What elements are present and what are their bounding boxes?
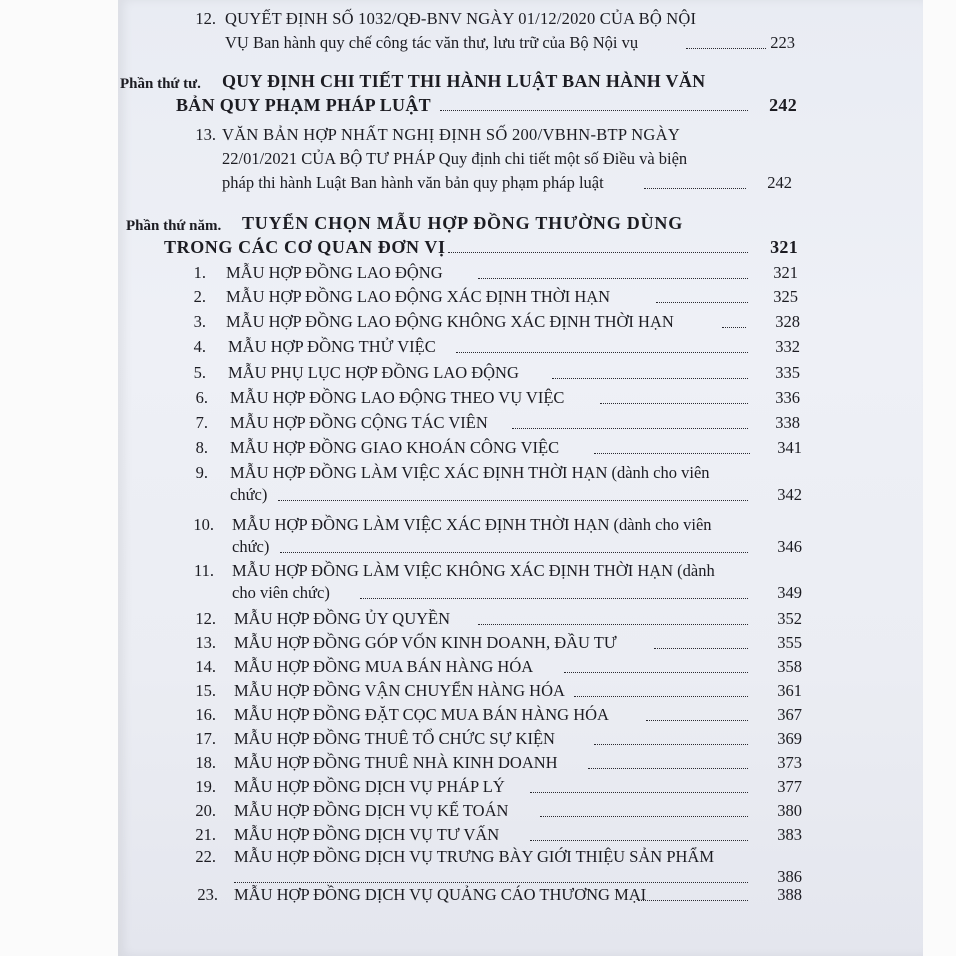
page-number: 383	[777, 825, 802, 844]
item-number: 18.	[195, 753, 216, 772]
dot-leader	[448, 252, 748, 253]
dot-leader	[594, 453, 750, 454]
part-title-line2: BẢN QUY PHẠM PHÁP LUẬT	[176, 95, 431, 115]
page-number: 223	[770, 33, 795, 52]
item-title-line2: chức)	[232, 537, 270, 556]
dot-leader	[530, 840, 748, 841]
page-number: 325	[773, 287, 798, 306]
item-number: 13.	[195, 633, 216, 652]
item-number: 4.	[193, 337, 206, 356]
dot-leader	[644, 188, 746, 189]
item-title: MẪU HỢP ĐỒNG LAO ĐỘNG KHÔNG XÁC ĐỊNH THỜI HẠN	[226, 312, 674, 331]
dot-leader	[588, 768, 748, 769]
item-title: MẪU HỢP ĐỒNG MUA BÁN HÀNG HÓA	[234, 657, 534, 676]
item-number: 22.	[195, 847, 216, 866]
item-title: MẪU HỢP ĐỒNG ỦY QUYỀN	[234, 609, 451, 628]
item-number: 10.	[193, 515, 214, 534]
dot-leader	[440, 110, 748, 111]
page-number: 369	[777, 729, 802, 748]
dot-leader	[564, 672, 748, 673]
page-number: 386	[777, 867, 802, 886]
dot-leader	[638, 900, 748, 901]
item-number: 6.	[195, 388, 208, 407]
page-number: 338	[775, 413, 800, 432]
item-title: MẪU HỢP ĐỒNG DỊCH VỤ TRƯNG BÀY GIỚI THIỆU SẢN PHẨM	[234, 847, 715, 866]
entry-number: 13.	[195, 125, 216, 144]
page-number: 346	[777, 537, 802, 556]
dot-leader	[278, 500, 748, 501]
page-number: 358	[777, 657, 802, 676]
item-number: 23.	[197, 885, 218, 904]
dot-leader	[512, 428, 748, 429]
item-title: MẪU HỢP ĐỒNG DỊCH VỤ TƯ VẤN	[234, 825, 500, 844]
entry-number: 12.	[195, 9, 216, 28]
dot-leader	[552, 378, 748, 379]
background-right	[923, 0, 956, 956]
page-number: 321	[770, 237, 798, 257]
toc-page	[118, 0, 923, 956]
item-title: MẪU HỢP ĐỒNG DỊCH VỤ QUẢNG CÁO THƯƠNG MẠI	[234, 885, 647, 904]
item-title: MẪU HỢP ĐỒNG THỬ VIỆC	[228, 337, 436, 356]
dot-leader	[456, 352, 748, 353]
item-number: 7.	[195, 413, 208, 432]
page-number: 377	[777, 777, 802, 796]
item-title: MẪU HỢP ĐỒNG LAO ĐỘNG XÁC ĐỊNH THỜI HẠN	[226, 287, 611, 306]
dot-leader	[540, 816, 748, 817]
entry-title-line1: QUYẾT ĐỊNH SỐ 1032/QĐ-BNV NGÀY 01/12/2020 CỦA BỘ NỘI	[225, 9, 697, 28]
page-number: 328	[775, 312, 800, 331]
item-title: MẪU HỢP ĐỒNG LÀM VIỆC XÁC ĐỊNH THỜI HẠN (dành cho viên	[230, 463, 710, 482]
page-number: 361	[777, 681, 802, 700]
item-number: 21.	[195, 825, 216, 844]
item-title-line2: cho viên chức)	[232, 583, 330, 602]
item-number: 15.	[195, 681, 216, 700]
item-title: MẪU HỢP ĐỒNG GÓP VỐN KINH DOANH, ĐẦU TƯ	[234, 633, 617, 652]
entry-title-line2: VỤ Ban hành quy chế công tác văn thư, lưu trữ của Bộ Nội vụ	[225, 33, 639, 52]
item-number: 9.	[195, 463, 208, 482]
dot-leader	[646, 720, 748, 721]
item-title: MẪU HỢP ĐỒNG LÀM VIỆC KHÔNG XÁC ĐỊNH THỜI HẠN (dành	[232, 561, 715, 580]
page-number: 380	[777, 801, 802, 820]
item-title: MẪU HỢP ĐỒNG THUÊ TỔ CHỨC SỰ KIỆN	[234, 729, 555, 748]
item-number: 12.	[195, 609, 216, 628]
item-number: 3.	[193, 312, 206, 331]
dot-leader	[530, 792, 748, 793]
item-number: 5.	[193, 363, 206, 382]
item-number: 16.	[195, 705, 216, 724]
dot-leader	[574, 696, 748, 697]
dot-leader	[594, 744, 748, 745]
item-number: 17.	[195, 729, 216, 748]
item-title: MẪU HỢP ĐỒNG DỊCH VỤ KẾ TOÁN	[234, 801, 509, 820]
item-title: MẪU PHỤ LỤC HỢP ĐỒNG LAO ĐỘNG	[228, 363, 519, 382]
item-number: 2.	[193, 287, 206, 306]
page-number: 367	[777, 705, 802, 724]
page-number: 332	[775, 337, 800, 356]
dot-leader	[478, 624, 748, 625]
page-number: 242	[767, 173, 792, 192]
dot-leader	[360, 598, 748, 599]
part-title-line2: TRONG CÁC CƠ QUAN ĐƠN VỊ	[164, 237, 446, 257]
dot-leader	[654, 648, 748, 649]
part-label: Phần thứ năm.	[126, 218, 222, 234]
part-label: Phần thứ tư.	[120, 76, 201, 92]
item-number: 20.	[195, 801, 216, 820]
page-number: 342	[777, 485, 802, 504]
page-number: 336	[775, 388, 800, 407]
background-left	[0, 0, 118, 956]
item-title: MẪU HỢP ĐỒNG LAO ĐỘNG THEO VỤ VIỆC	[230, 388, 565, 407]
page-number: 321	[773, 263, 798, 282]
item-number: 8.	[195, 438, 208, 457]
item-title: MẪU HỢP ĐỒNG LÀM VIỆC XÁC ĐỊNH THỜI HẠN (dành cho viên	[232, 515, 712, 534]
dot-leader	[656, 302, 748, 303]
item-title: MẪU HỢP ĐỒNG LAO ĐỘNG	[226, 263, 443, 282]
entry-title-line3: pháp thi hành Luật Ban hành văn bản quy phạm pháp luật	[222, 173, 604, 192]
page-number: 352	[777, 609, 802, 628]
item-number: 11.	[193, 561, 214, 580]
entry-title-line2: 22/01/2021 CỦA BỘ TƯ PHÁP Quy định chi tiết một số Điều và biện	[222, 149, 688, 168]
page-number: 349	[777, 583, 802, 602]
item-number: 14.	[195, 657, 216, 676]
item-title: MẪU HỢP ĐỒNG THUÊ NHÀ KINH DOANH	[234, 753, 558, 772]
item-title: MẪU HỢP ĐỒNG ĐẶT CỌC MUA BÁN HÀNG HÓA	[234, 705, 609, 724]
item-title: MẪU HỢP ĐỒNG DỊCH VỤ PHÁP LÝ	[234, 777, 505, 796]
item-title: MẪU HỢP ĐỒNG GIAO KHOÁN CÔNG VIỆC	[230, 438, 560, 457]
item-title-line2: chức)	[230, 485, 268, 504]
item-title: MẪU HỢP ĐỒNG CỘNG TÁC VIÊN	[230, 413, 488, 432]
part-title-line1: QUY ĐỊNH CHI TIẾT THI HÀNH LUẬT BAN HÀNH VĂN	[222, 71, 706, 91]
dot-leader	[478, 278, 748, 279]
page-number: 335	[775, 363, 800, 382]
item-number: 19.	[195, 777, 216, 796]
dot-leader	[280, 552, 748, 553]
page-number: 341	[777, 438, 802, 457]
entry-title-line1: VĂN BẢN HỢP NHẤT NGHỊ ĐỊNH SỐ 200/VBHN-BTP NGÀY	[222, 125, 681, 144]
page-number: 373	[777, 753, 802, 772]
item-title: MẪU HỢP ĐỒNG VẬN CHUYỂN HÀNG HÓA	[234, 681, 565, 700]
page-number: 388	[777, 885, 802, 904]
page-number: 355	[777, 633, 802, 652]
part-title-line1: TUYỂN CHỌN MẪU HỢP ĐỒNG THƯỜNG DÙNG	[242, 213, 684, 233]
dot-leader	[600, 403, 748, 404]
item-number: 1.	[193, 263, 206, 282]
page-number: 242	[769, 95, 797, 115]
dot-leader	[234, 882, 748, 883]
